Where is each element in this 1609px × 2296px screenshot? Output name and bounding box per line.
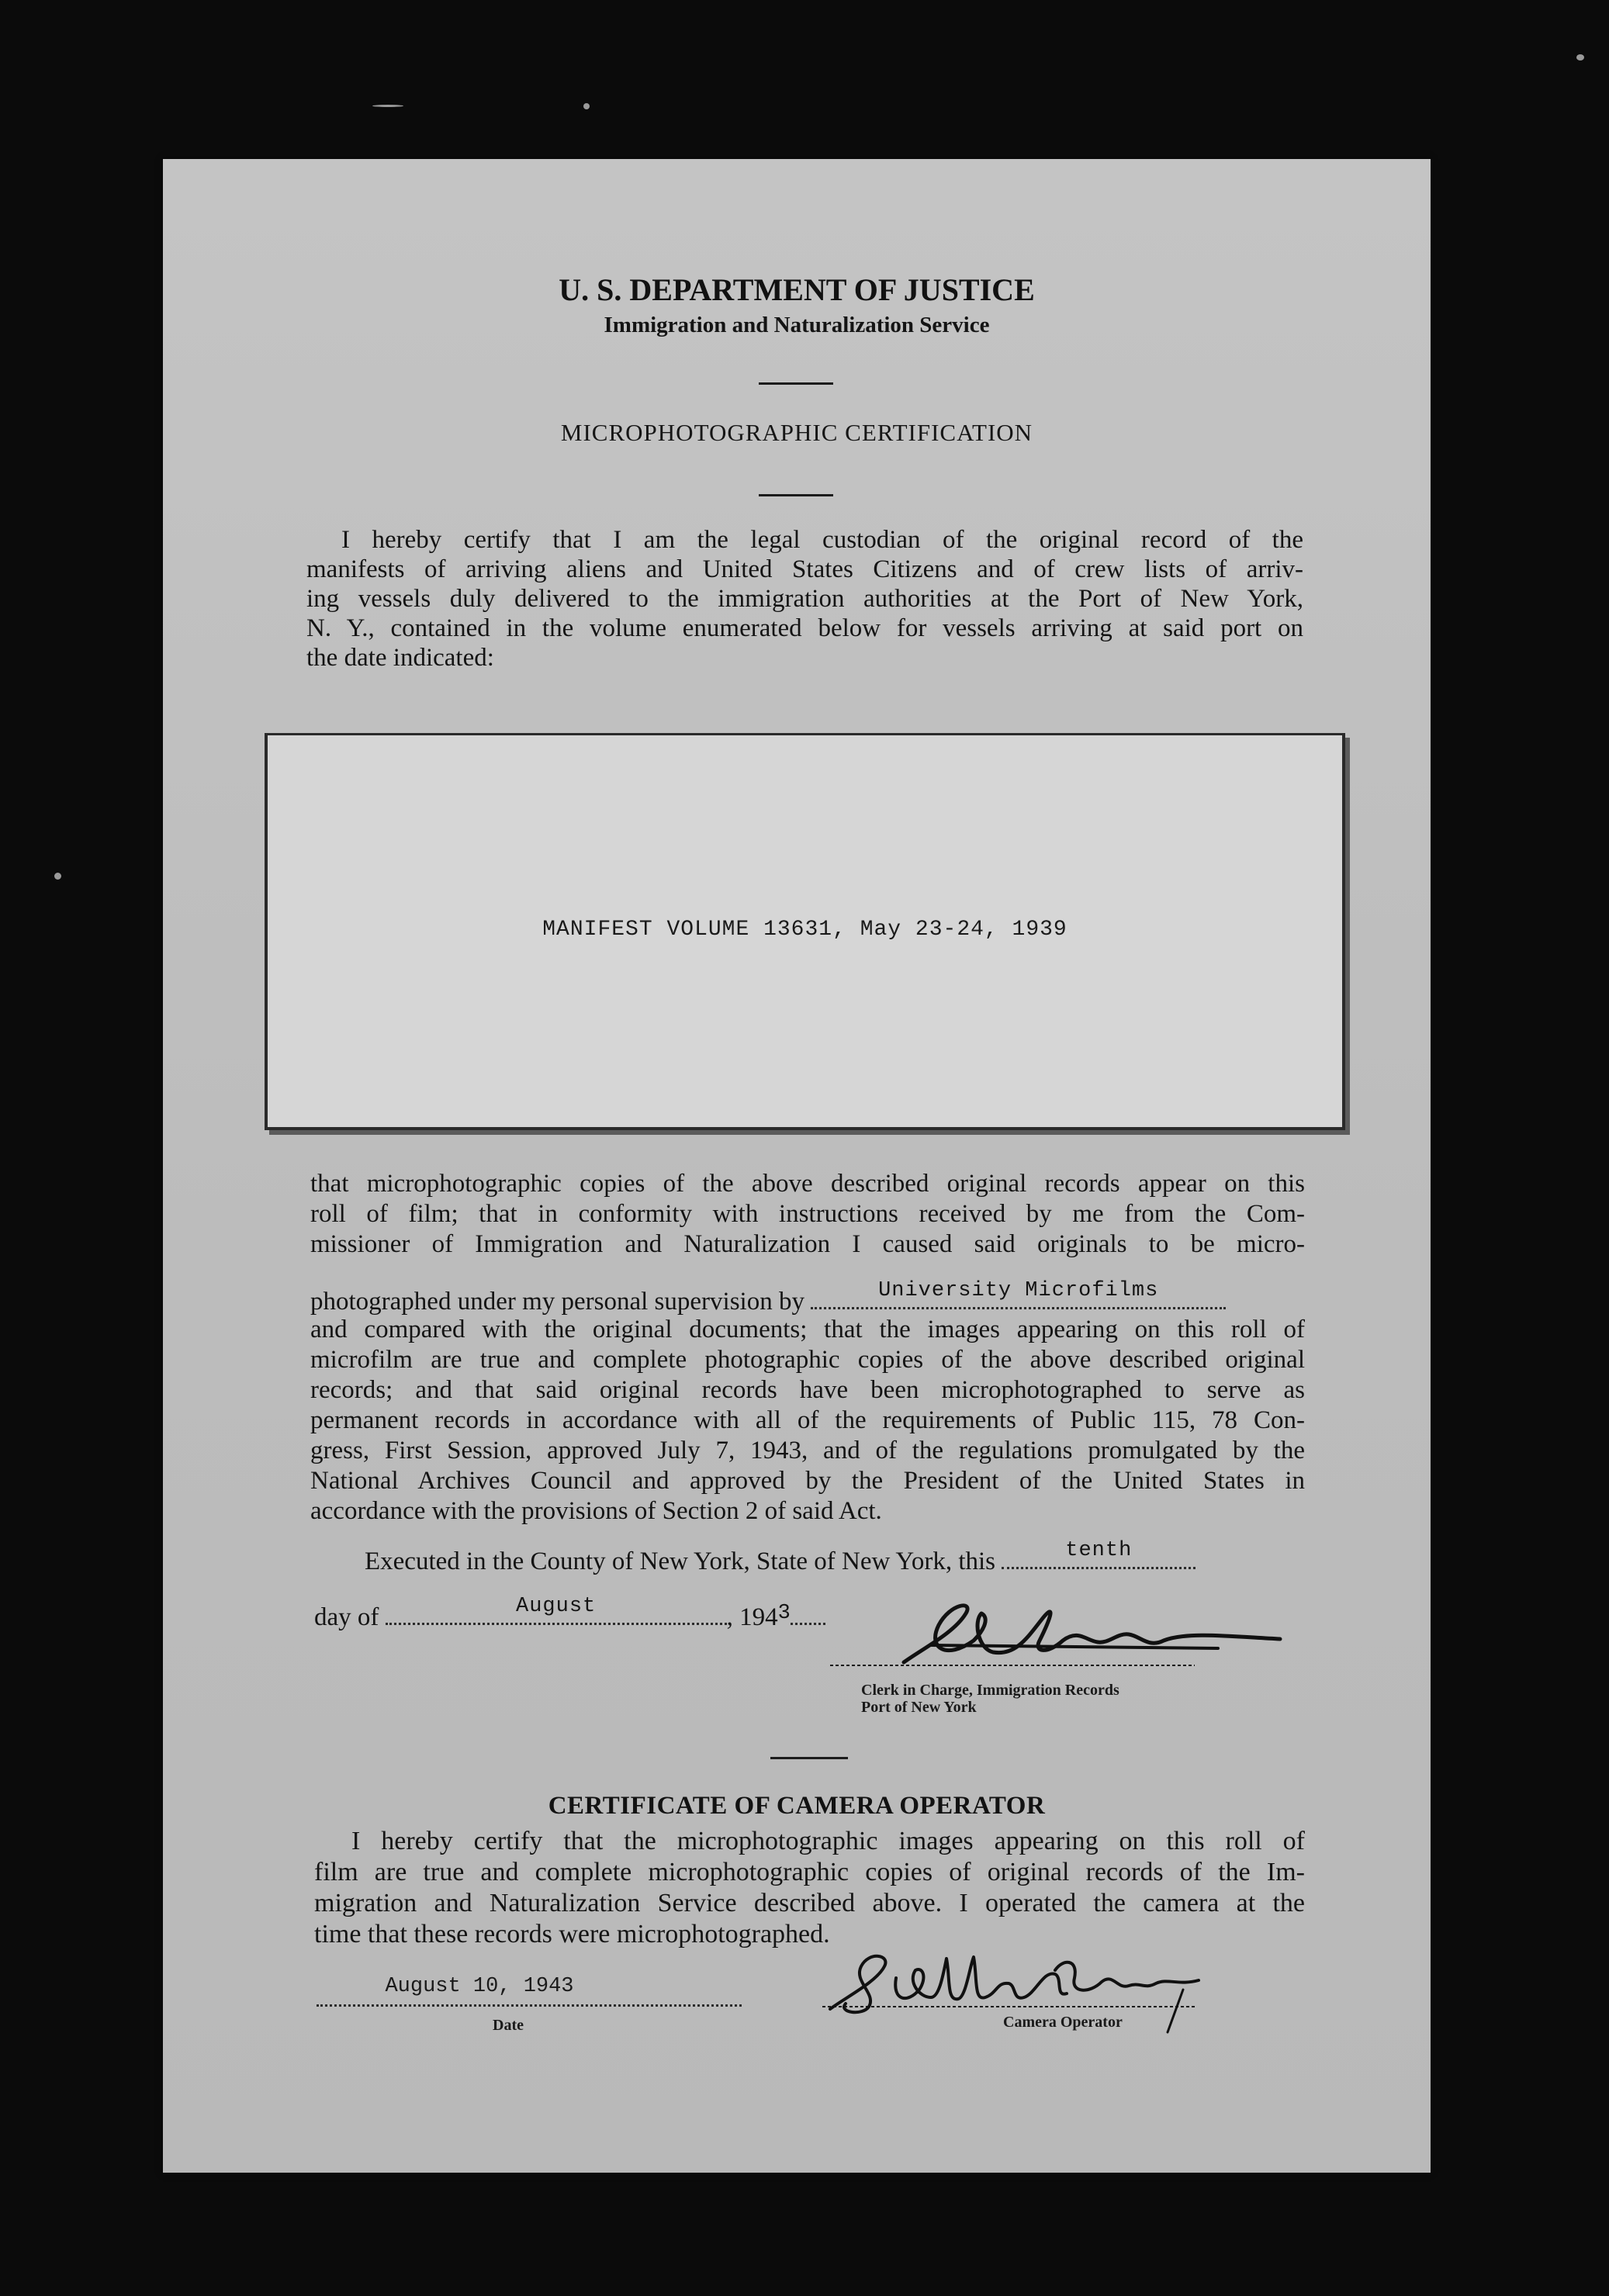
certification-body-continued xyxy=(310,1315,1305,1527)
text-line: N. Y., contained in the volume enumerated below for vessels arriving at said port on xyxy=(306,614,1303,642)
clerk-title-line1: Clerk in Charge, Immigration Records xyxy=(861,1682,1119,1699)
year-prefix: , 194 xyxy=(726,1603,778,1631)
execution-line xyxy=(365,1539,1196,1576)
text-line: permanent records in accordance with all of the requirements of Public 115, 78 Con- xyxy=(310,1406,1305,1434)
divider-rule xyxy=(759,494,833,496)
text-line: roll of film; that in conformity with instructions received by me from the Com- xyxy=(310,1200,1305,1228)
text-line: microfilm are true and complete photographic copies of the above described original xyxy=(310,1346,1305,1374)
date-label: Date xyxy=(493,2017,524,2034)
film-speck xyxy=(1576,54,1584,61)
text-line: film are true and complete microphotographic copies of original records of the Im- xyxy=(314,1858,1305,1886)
service-subheading: Immigration and Naturalization Service xyxy=(604,313,990,337)
text-line: I hereby certify that I am the legal custodian of the original record of the xyxy=(341,526,1303,554)
execution-day-value: tenth xyxy=(1065,1539,1133,1562)
text-line: time that these records were microphotographed. xyxy=(314,1920,830,1948)
year-trailing-dots xyxy=(791,1599,825,1625)
manifest-volume-slip xyxy=(265,733,1345,1130)
execution-prefix: Executed in the County of New York, State of New York, this xyxy=(365,1547,996,1575)
clerk-signature xyxy=(830,1594,1296,1679)
year-field xyxy=(778,1603,791,1631)
divider-rule xyxy=(759,382,833,385)
text-line: migration and Naturalization Service described above. I operated the camera at the xyxy=(314,1889,1305,1917)
camera-operator-label: Camera Operator xyxy=(1003,2014,1123,2031)
text-line: records; and that said original records have been microphotographed to serve as xyxy=(310,1376,1305,1404)
film-speck xyxy=(583,103,590,109)
camera-operator-heading: CERTIFICATE OF CAMERA OPERATOR xyxy=(548,1792,1046,1820)
execution-month-field xyxy=(386,1595,727,1625)
text-line: accordance with the provisions of Section 2 of said Act. xyxy=(310,1497,882,1525)
certification-document xyxy=(163,159,1431,2173)
clerk-title xyxy=(861,1682,1119,1716)
text-line: ing vessels duly delivered to the immigration authorities at the Port of New York, xyxy=(306,585,1303,613)
certification-intro xyxy=(306,525,1303,673)
text-line: the date indicated: xyxy=(306,644,494,672)
manifest-volume-text: MANIFEST VOLUME 13631, May 23-24, 1939 xyxy=(542,918,1067,942)
film-speck xyxy=(54,873,61,880)
execution-date-line xyxy=(314,1595,825,1632)
clerk-title-line2: Port of New York xyxy=(861,1699,977,1716)
supervision-line xyxy=(310,1279,1305,1316)
form-title: MICROPHOTOGRAPHIC CERTIFICATION xyxy=(560,419,1033,446)
department-heading: U. S. DEPARTMENT OF JUSTICE xyxy=(559,272,1035,307)
camera-operator-certification xyxy=(314,1827,1305,1951)
day-of-label: day of xyxy=(314,1603,379,1631)
microfilm-company-value: University Microfilms xyxy=(878,1279,1159,1302)
text-line: gress, First Session, approved July 7, 1943, and of the regulations promulgated by the xyxy=(310,1437,1305,1464)
execution-day-field xyxy=(1002,1539,1196,1569)
execution-month-value: August xyxy=(516,1595,597,1618)
certification-body xyxy=(310,1169,1305,1260)
text-line: manifests of arriving aliens and United States Citizens and of crew lists of arriv- xyxy=(306,555,1303,583)
microfilm-company-field xyxy=(811,1279,1226,1309)
text-line: that microphotographic copies of the above described original records appear on this xyxy=(310,1170,1305,1198)
text-line: I hereby certify that the microphotographic images appearing on this roll of xyxy=(351,1827,1305,1855)
operator-date-value: August 10, 1943 xyxy=(385,1975,574,1998)
divider-rule xyxy=(770,1757,848,1759)
film-speck xyxy=(372,105,403,107)
year-digit: 3 xyxy=(777,1602,791,1625)
supervision-prefix: photographed under my personal supervision by xyxy=(310,1288,804,1316)
text-line: National Archives Council and approved by the President of the United States in xyxy=(310,1467,1305,1495)
text-line: and compared with the original documents; that the images appearing on this roll of xyxy=(310,1316,1305,1343)
operator-date-field xyxy=(317,1975,742,2007)
text-line: missioner of Immigration and Naturalization I caused said originals to be micro- xyxy=(310,1230,1305,1258)
